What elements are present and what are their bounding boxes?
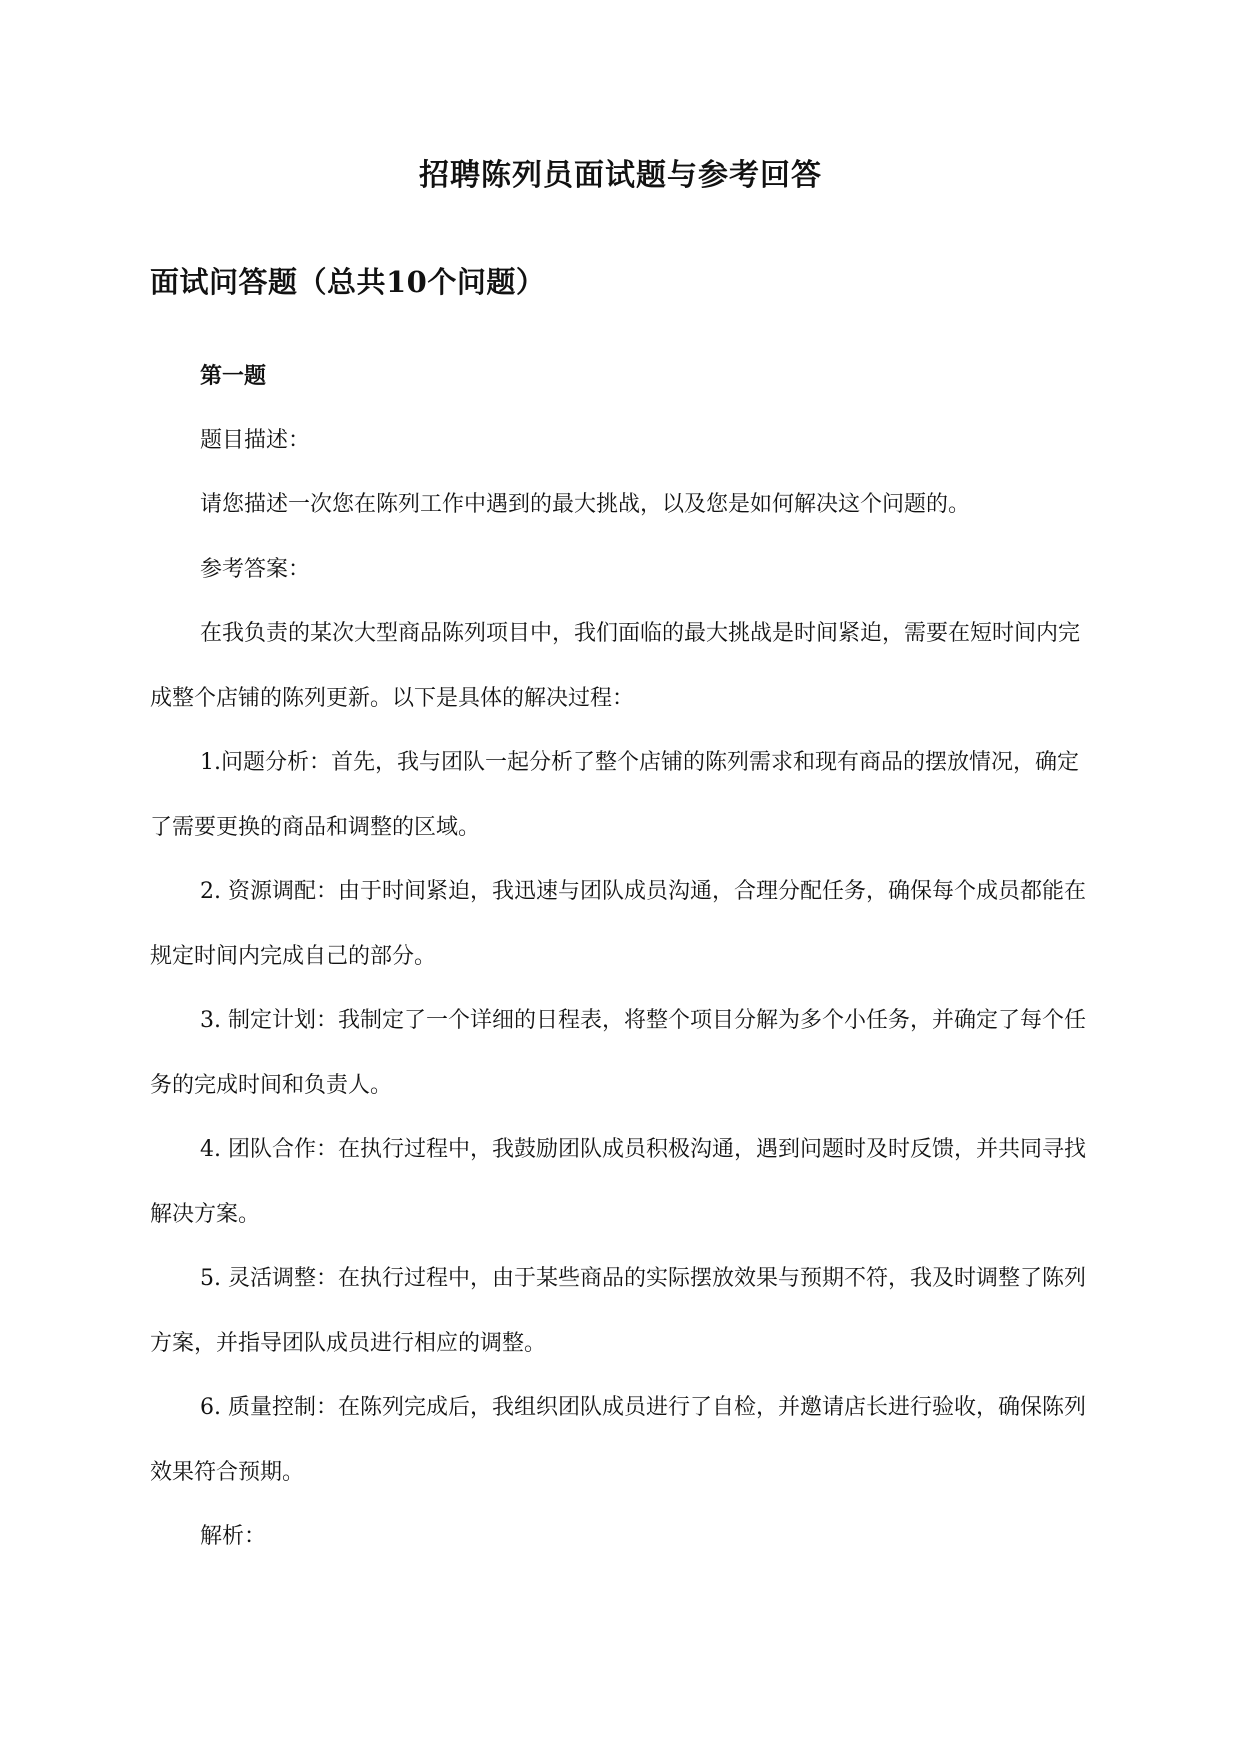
answer-label: 参考答案： [200,556,311,582]
document-title: 招聘陈列员面试题与参考回答 [419,158,822,193]
analysis-label: 解析： [200,1524,267,1549]
answer-step-6: 6. 质量控制：在陈列完成后，我组织团队成员进行了自检，并邀请店长进行验收，确保陈列效果符合预期。 [150,1395,1086,1485]
answer-step-2: 2. 资源调配：由于时间紧迫，我迅速与团队成员沟通，合理分配任务，确保每个成员都能在规定时间内完成自己的部分。 [150,879,1086,969]
answer-step-1: 1.问题分析：首先，我与团队一起分析了整个店铺的陈列需求和现有商品的摆放情况，确定了需要更换的商品和调整的区域。 [150,750,1079,840]
question-description: 请您描述一次您在陈列工作中遇到的最大挑战，以及您是如何解决这个问题的。 [200,492,971,517]
answer-step-5: 5. 灵活调整：在执行过程中，由于某些商品的实际摆放效果与预期不符，我及时调整了陈列方案，并指导团队成员进行相应的调整。 [150,1266,1086,1356]
section-heading: 面试问答题（总共10个问题） [150,265,546,299]
answer-step-4: 4. 团队合作：在执行过程中，我鼓励团队成员积极沟通，遇到问题时及时反馈，并共同寻找解决方案。 [150,1137,1086,1227]
question-label: 第一题 [200,363,267,389]
question-block [150,344,1095,1570]
answer-intro: 在我负责的某次大型商品陈列项目中，我们面临的最大挑战是时间紧迫，需要在短时间内完成整个店铺的陈列更新。以下是具体的解决过程： [150,621,1081,711]
answer-step-3: 3. 制定计划：我制定了一个详细的日程表，将整个项目分解为多个小任务，并确定了每个任务的完成时间和负责人。 [150,1008,1086,1098]
description-label: 题目描述： [200,427,311,453]
